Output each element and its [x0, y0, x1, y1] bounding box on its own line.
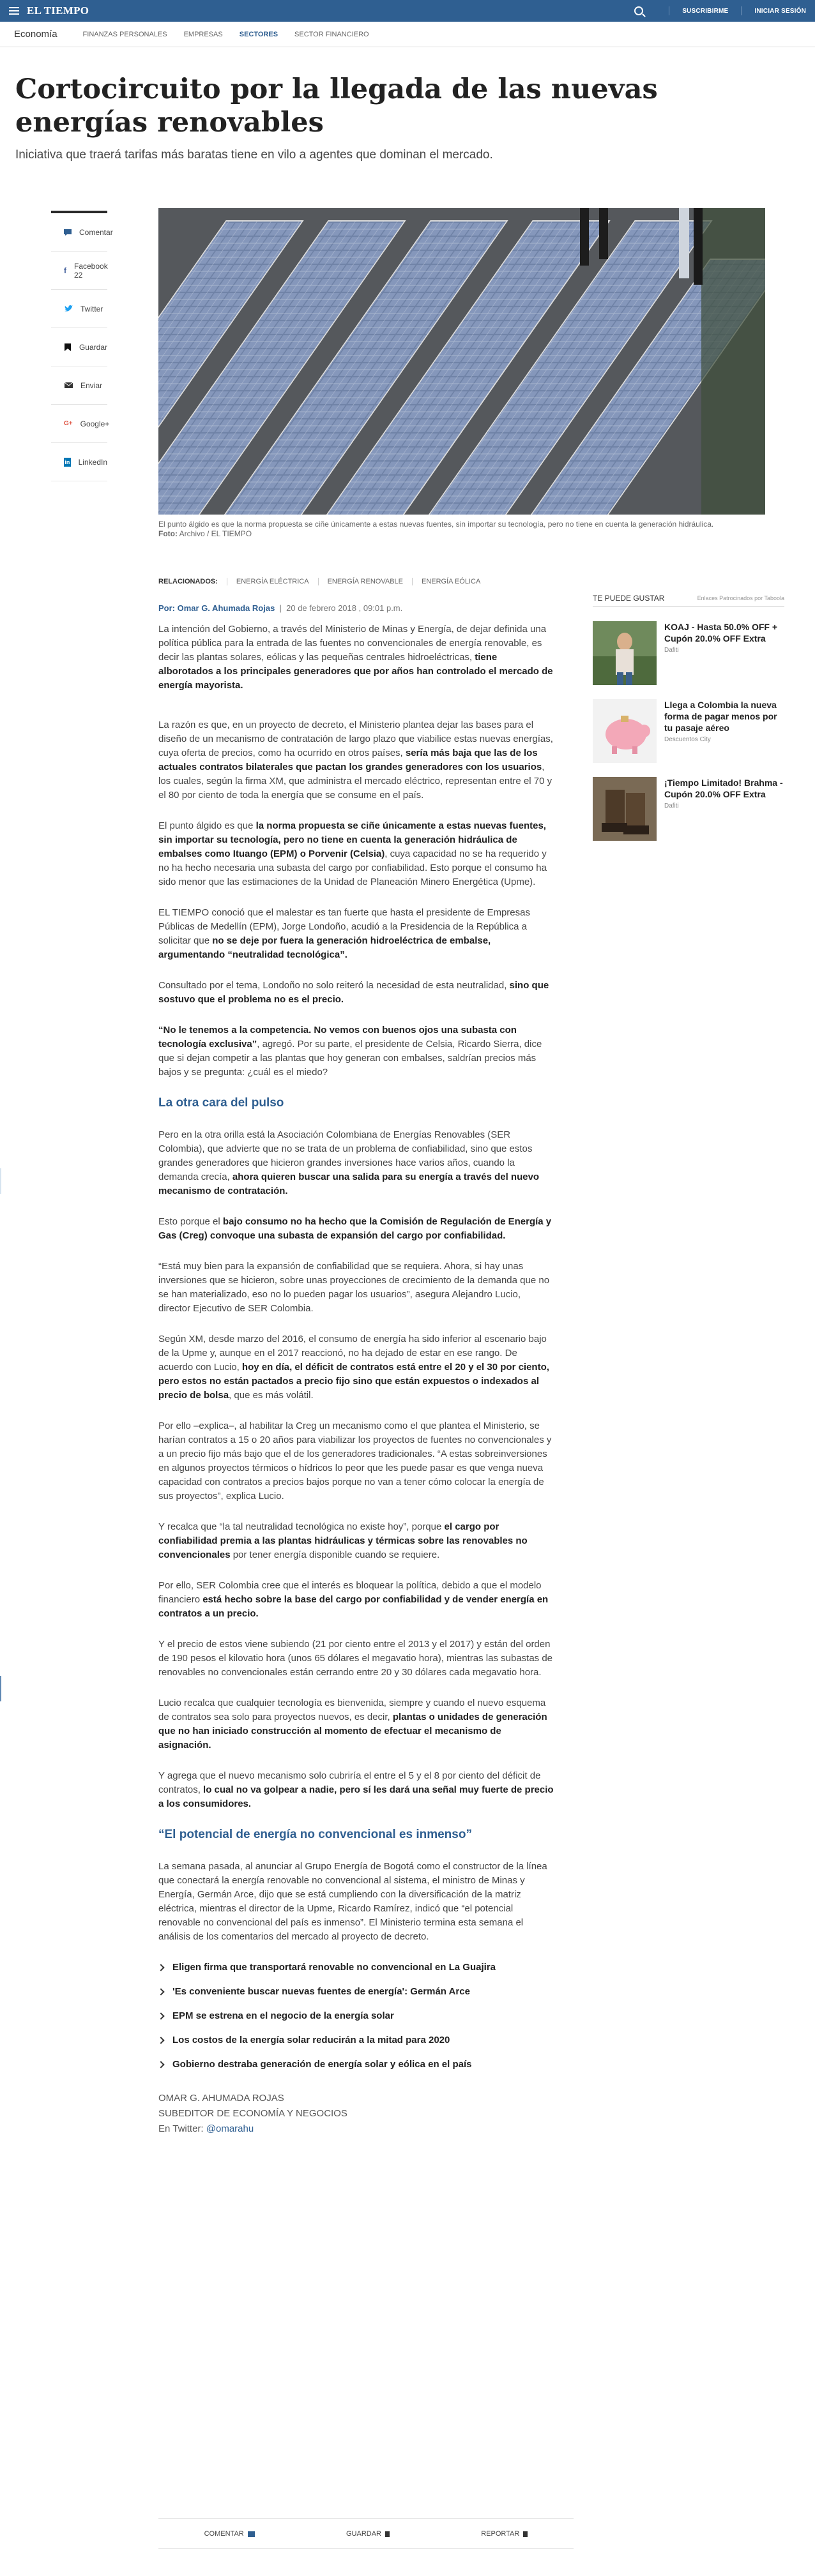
top-bar — [0, 0, 815, 22]
paragraph: La intención del Gobierno, a través del Ministerio de Minas y Energía, de dejar definida una política pública para la entrada de las fuentes no convencionales de energía renovable, es decir las plantas solares, eólicas y las pequeñas centrales hidroeléctricas, tiene alborotados a los principales generadores que por años han controlado el mercado de energía mayorista. — [158, 624, 553, 691]
related-label: RELACIONADOS: — [158, 578, 218, 585]
chevron-right-icon — [157, 1988, 164, 1995]
scroll-marker — [0, 1168, 1, 1194]
related-link[interactable]: Los costos de la energía solar reducirán a la mitad para 2020 — [158, 2033, 554, 2047]
twitter-icon — [64, 305, 73, 313]
comment-button[interactable]: COMENTAR — [204, 2530, 255, 2538]
nav-item-empresas[interactable]: EMPRESAS — [183, 30, 223, 38]
paragraph: EL TIEMPO conoció que el malestar es tan fuerte que hasta el presidente de Empresas Públicas de Medellín (EPM), Jorge Londoño, acudió a la Presidencia de la República a solicitar que no se deje por fuera la generación hidroeléctrica de embalse, argumentando “neutralidad tecnológica”. — [158, 907, 530, 960]
comment-icon — [248, 2531, 255, 2537]
share-label: Enviar — [80, 380, 103, 390]
share-email[interactable] — [51, 366, 107, 405]
share-count: 22 — [74, 270, 83, 280]
article-photo — [158, 208, 765, 515]
paragraph: Pero en la otra orilla está la Asociación Colombiana de Energías Renovables (SER Colombia), que advierte que no se trata de un problema de confiabilidad, sino que estos grandes generadores que hicieron grandes inversiones hace varios años, cuando la demanda crecía, ahora quieren buscar una salida para su energía a través del nuevo mecanismo de contratación. — [158, 1129, 540, 1196]
caption-credit-label: Foto: — [158, 529, 178, 538]
comment-icon — [64, 228, 72, 237]
related-link[interactable]: Eligen firma que transportará renovable no convencional en La Guajira — [158, 1961, 554, 1975]
paragraph: La razón es que, en un proyecto de decreto, el Ministerio plantea dejar las bases para el diseño de un mecanismo de contratación de largo plazo que viabilice estas nuevas energías, cuya oferta de precios, como ha ocurrido en otros países, sería más baja que las de los actuales contratos bilaterales que pactan los grandes generadores con los usuarios, los cuales, según la firma XM, que administra el mercado eléctrico, representan entre el 70 y el 80 por ciento de toda la energía que se consume en el país. — [158, 719, 553, 801]
bottom-actions — [158, 2519, 574, 2549]
subheading: La otra cara del pulso — [158, 1096, 284, 1110]
recommend-item[interactable] — [593, 699, 784, 763]
recommend-title-text: Llega a Colombia la nueva forma de pagar menos por tu pasaje aéreo — [664, 700, 777, 733]
divider — [741, 6, 742, 15]
bookmark-icon — [385, 2531, 390, 2537]
paragraph: Según XM, desde marzo del 2016, el consumo de energía ha sido inferior al escenario bajo de la Upme y, aunque en el 2017 reaccionó, no ha dejado de estar en ese rango. De acuerdo con Lucio, hoy en día, el déficit de contratos está entre el 20 y el 30 por ciento, pero estos no están pactados a precio fijo sino que están expuestos o indexados al precio de bolsa, que es más volátil. — [158, 1334, 549, 1401]
related-link[interactable]: EPM se estrena en el negocio de la energía solar — [158, 2009, 554, 2023]
report-button[interactable]: REPORTAR — [481, 2530, 528, 2538]
share-label: Twitter — [80, 304, 103, 313]
recommend-title-text: ¡Tiempo Limitado! Brahma - Cupón 20.0% OFF Extra — [664, 778, 783, 799]
related-link[interactable]: 'Es conveniente buscar nuevas fuentes de energía': Germán Arce — [158, 1985, 554, 1999]
site-logo[interactable]: EL TIEMPO — [27, 4, 89, 17]
recommend-source: Descuentos City — [664, 736, 711, 743]
nav-item-sector-financiero[interactable]: SECTOR FINANCIERO — [294, 30, 369, 38]
author-name[interactable]: Omar G. Ahumada Rojas — [177, 603, 275, 613]
nav-item-sectores[interactable]: SECTORES — [239, 30, 278, 38]
signoff-role: SUBEDITOR DE ECONOMÍA Y NEGOCIOS — [158, 2108, 347, 2119]
subheading: “El potencial de energía no convencional es inmenso” — [158, 1828, 472, 1841]
paragraph: Por ello, SER Colombia cree que el interés es bloquear la política, debido a que el modelo financiero está hecho sobre la base del cargo por confiabilidad y de vender energía en contratos a un precio. — [158, 1580, 549, 1619]
share-label: Facebook — [74, 261, 108, 271]
byline: Por: Omar G. Ahumada Rojas | 20 de febrero 2018 , 09:01 p.m. — [158, 603, 403, 613]
chevron-right-icon — [157, 2012, 164, 2019]
related-tag[interactable]: ENERGÍA RENOVABLE — [318, 578, 412, 585]
related-links — [158, 1961, 554, 2072]
paragraph: Y recalca que “la tal neutralidad tecnológica no existe hoy”, porque el cargo por confiabilidad premia a las plantas hidráulicas y térmicas sobre las renovables no convencionales por tener energía disponible cuando se requiere. — [158, 1521, 528, 1560]
share-save[interactable] — [51, 328, 107, 366]
paragraph: El punto álgido es que la norma propuesta se ciñe únicamente a estas nuevas fuentes, sin importar su tecnología, pero no tiene en cuenta la generación hidráulica de embalses como Ituango (EPM) o Porvenir (Celsia), cuya capacidad no se ha requerido y no ha hecho necesaria una subasta del cargo por confiabilidad. Esto porque el consumo ha sido menor que las estimaciones de la Unidad de Planeación Minero Energética (Upme). — [158, 820, 547, 887]
chevron-right-icon — [157, 2061, 164, 2068]
report-icon — [523, 2531, 528, 2537]
subscribe-link[interactable]: SUSCRIBIRME — [682, 7, 729, 15]
recommend-source: Dafiti — [664, 647, 679, 654]
recommend-title-text: KOAJ - Hasta 50.0% OFF + Cupón 20.0% OFF Extra — [664, 622, 778, 644]
share-linkedin[interactable] — [51, 443, 107, 481]
share-label: Comentar — [79, 227, 113, 237]
menu-icon[interactable] — [9, 7, 19, 15]
share-label: LinkedIn — [78, 457, 107, 467]
section-title[interactable]: Economía — [14, 29, 57, 40]
linkedin-icon: in — [65, 458, 70, 465]
share-comment[interactable] — [51, 213, 113, 252]
mail-icon — [64, 381, 73, 390]
recommend-title: TE PUEDE GUSTAR — [593, 594, 665, 603]
thumbnail[interactable] — [593, 621, 657, 685]
caption-credit: Archivo / EL TIEMPO — [179, 529, 252, 538]
recommend-item[interactable] — [593, 777, 784, 841]
share-bar — [51, 211, 113, 481]
paragraph: Y el precio de estos viene subiendo (21 por ciento entre el 2013 y el 2017) y están del orden de 190 pesos el kilovatio hora (unos 65 dólares el megavatio hora), mientras las subastas de renovables no convencionales están cerrando entre 20 y 30 dólares cada megavatio hora. — [158, 1639, 553, 1678]
paragraph: Esto porque el bajo consumo no ha hecho que la Comisión de Regulación de Energía y Gas (Creg) convoque una subasta de expansión del cargo por confiabilidad. — [158, 1216, 552, 1241]
sponsor-label[interactable]: Enlaces Patrocinados por Taboola — [697, 595, 784, 601]
paragraph: La semana pasada, al anunciar al Grupo Energía de Bogotá como el constructor de la línea que conectará la energía renovable no convencional al sistema, el ministro de Minas y Energía, Germán Arce, dijo que se está cumpliendo con la diversificación de la matriz eléctrica, mientras el director de la Upme, Ricardo Ramírez, indicó que “el potencial renovable no convencional del país es inmenso”. El Ministerio termina esta semana el análisis de los comentarios del mercado al proyecto de decreto. — [158, 1861, 547, 1942]
signoff-name: OMAR G. AHUMADA ROJAS — [158, 2093, 284, 2104]
related-tag[interactable]: ENERGÍA ELÉCTRICA — [227, 578, 318, 585]
paragraph: Consultado por el tema, Londoño no solo reiteró la necesidad de esta neutralidad, sino que sostuvo que el problema no es el precio. — [158, 980, 549, 1005]
thumbnail[interactable] — [593, 777, 657, 841]
paragraph: Lucio recalca que cualquier tecnología es bienvenida, siempre y cuando el nuevo esquema de contratos sea solo para proyectos nuevos, es decir, plantas o unidades de generación que no han iniciado construcción al momento de efectuar el mecanismo de asignación. — [158, 1698, 547, 1751]
photo-caption — [158, 520, 765, 539]
google-plus-icon: G+ — [64, 420, 73, 427]
scroll-marker — [0, 1676, 1, 1701]
share-label: Guardar — [79, 342, 107, 352]
chevron-right-icon — [157, 1964, 164, 1971]
paragraph: Y agrega que el nuevo mecanismo solo cubriría el entre el 5 y el 8 por ciento del déficit de contratos, lo cual no va golpear a nadie, pero sí les dará una señal muy fuerte de precio a los consumidores. — [158, 1770, 554, 1809]
twitter-handle-link[interactable]: @omarahu — [206, 2123, 254, 2134]
share-twitter[interactable] — [51, 290, 107, 328]
recommend-item[interactable] — [593, 621, 784, 685]
publish-date: 20 de febrero 2018 , 09:01 p.m. — [286, 603, 403, 613]
article-body — [158, 622, 554, 2137]
save-button[interactable]: GUARDAR — [346, 2530, 390, 2538]
paragraph: Por ello –explica–, al habilitar la Creg un mecanismo como el que plantea el Ministerio, se harían contratos a 15 o 20 años para viabilizar los proyectos de fuentes no convencionales y a un precio fijo más bajo que el de los generadores tradicionales. “A estas sobreinversiones en algunos proyectos térmicos o hídricos lo peor que les puede pasar es que venga nueva capacidad con contratos a precios bajos porque no van a tener cómo colocar la energía de sus proyectos”, explica Lucio. — [158, 1420, 552, 1502]
related-link[interactable]: Gobierno destraba generación de energía solar y eólica en el país — [158, 2058, 554, 2072]
related-tags — [158, 578, 489, 585]
caption-text: El punto álgido es que la norma propuesta se ciñe únicamente a estas nuevas fuentes, sin importar su tecnología, pero no tiene en cuenta la generación hidráulica. — [158, 520, 714, 529]
article-header — [0, 47, 815, 162]
article-lead: Iniciativa que traerá tarifas más baratas tiene en vilo a agentes que dominan el mercado. — [15, 148, 493, 162]
recommendations — [593, 594, 784, 841]
share-googleplus[interactable] — [51, 405, 110, 443]
article-title: Cortocircuito por la llegada de las nuevas energías renovables — [15, 73, 658, 139]
chevron-right-icon — [157, 2037, 164, 2044]
related-tag[interactable]: ENERGÍA EÓLICA — [412, 578, 489, 585]
author-signoff — [158, 2091, 554, 2137]
share-label: Google+ — [80, 419, 110, 428]
recommend-source: Dafiti — [664, 802, 679, 810]
twitter-label: En Twitter: — [158, 2123, 206, 2134]
share-facebook[interactable] — [51, 252, 107, 290]
section-nav — [0, 22, 815, 47]
thumbnail[interactable] — [593, 699, 657, 763]
author-label: Por: — [158, 603, 175, 613]
search-icon[interactable] — [634, 6, 643, 15]
login-link[interactable]: INICIAR SESIÓN — [754, 7, 806, 15]
bookmark-icon — [64, 343, 72, 352]
facebook-icon: f — [64, 266, 66, 275]
nav-item-finanzas[interactable]: FINANZAS PERSONALES — [82, 30, 167, 38]
paragraph: “No le tenemos a la competencia. No vemos con buenos ojos una subasta con tecnología exclusiva”, agregó. Por su parte, el presidente de Celsia, Ricardo Sierra, dice que si dejan competir a las plantas que hoy generan con embalses, saldrían precios más bajos y se pregunta: ¿cuál es el miedo? — [158, 1025, 542, 1078]
paragraph: “Está muy bien para la expansión de confiabilidad que se requiera. Ahora, si hay unas inversiones que se hicieron, sobre unas proyecciones de crecimiento de la demanda que no se han materializado, eso no lo pueden pagar los usuarios”, asegura Alejandro Lucio, director Ejecutivo de SER Colombia. — [158, 1261, 550, 1314]
